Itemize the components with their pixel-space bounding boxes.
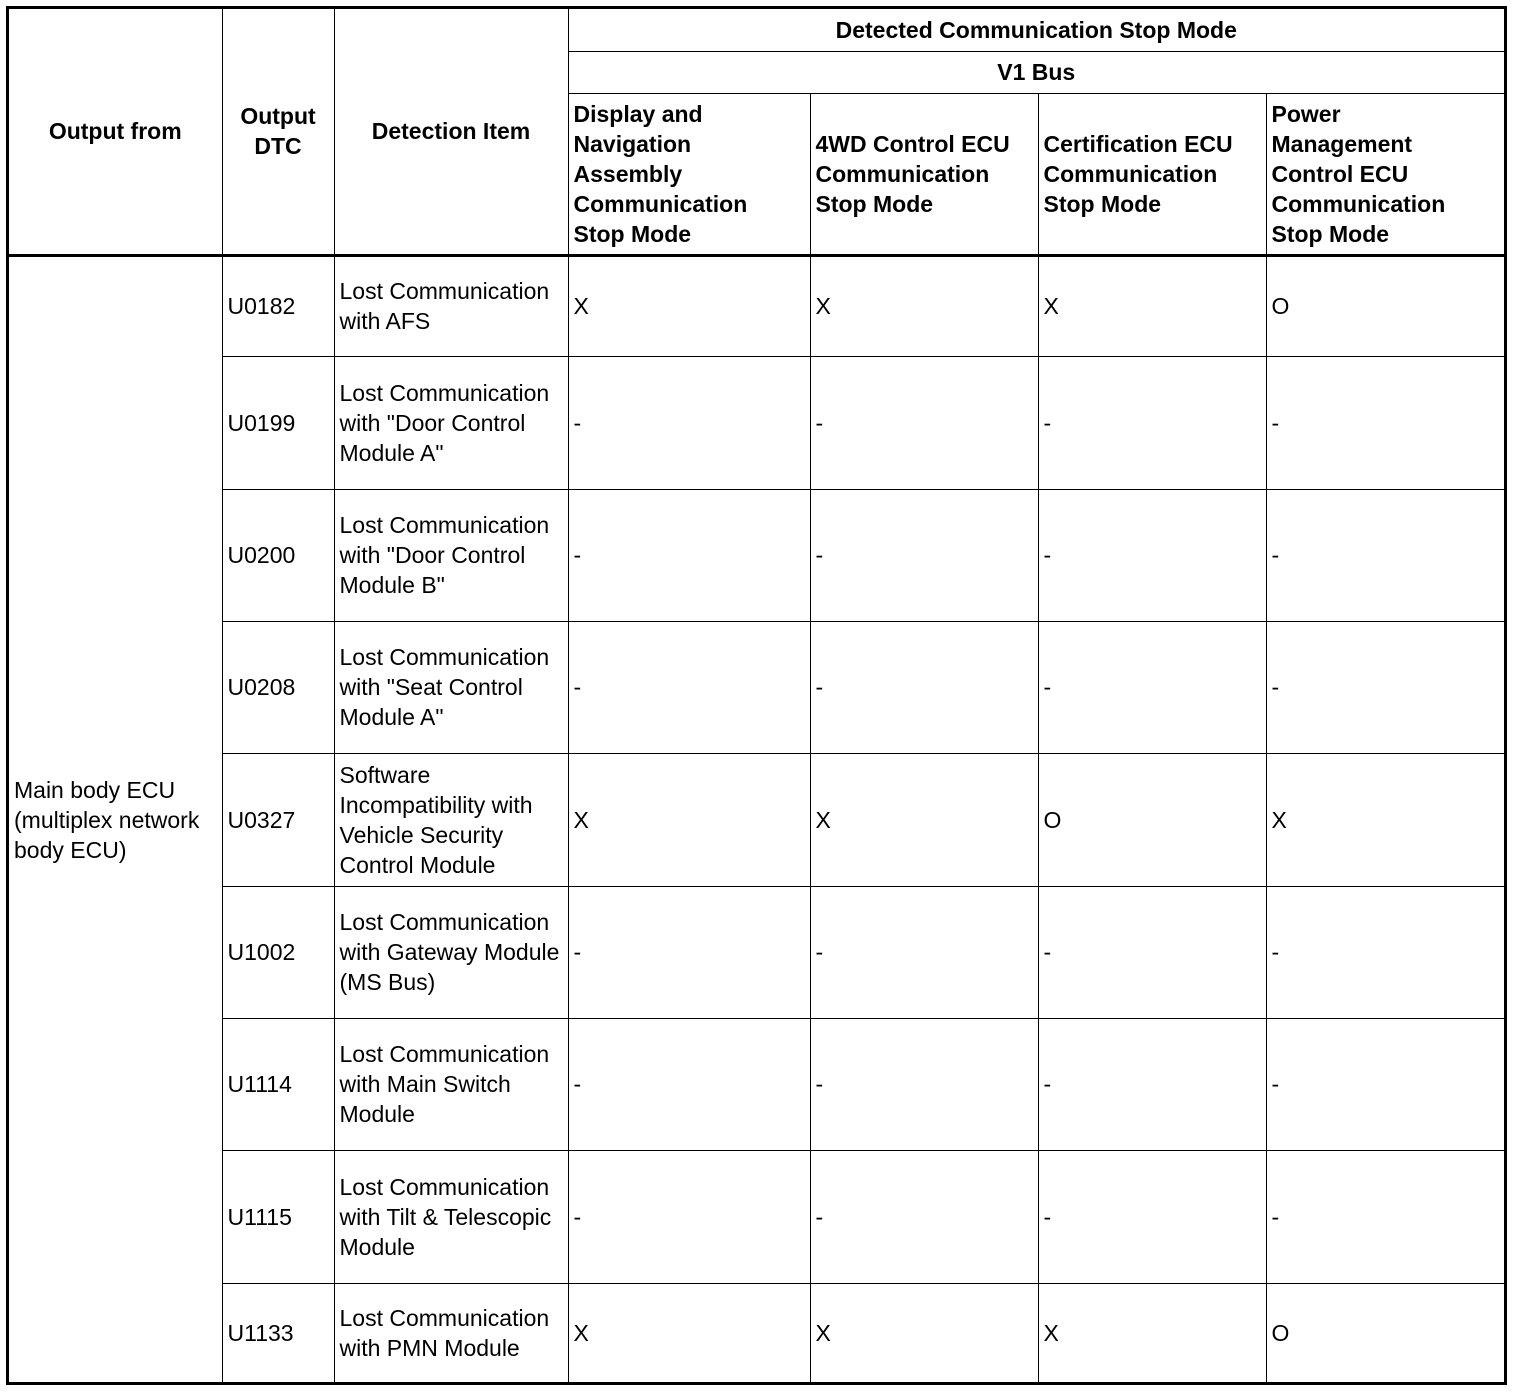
detection-item: Lost Communication with "Door Control Module A" bbox=[334, 356, 568, 489]
dtc-code: U0200 bbox=[222, 489, 334, 621]
mode-value: - bbox=[1266, 356, 1504, 489]
dtc-code: U0199 bbox=[222, 356, 334, 489]
header-detected-mode: Detected Communication Stop Mode bbox=[568, 9, 1504, 51]
table-row bbox=[9, 886, 1504, 1018]
mode-value: O bbox=[1266, 255, 1504, 356]
dtc-code: U0327 bbox=[222, 753, 334, 886]
table-row bbox=[9, 621, 1504, 753]
header-mode-certification bbox=[1038, 93, 1266, 255]
mode-value: - bbox=[810, 621, 1038, 753]
header-mode-4wd-text: 4WD Control ECU Communication Stop Mode bbox=[815, 130, 1010, 217]
detection-item: Lost Communication with "Door Control Module B" bbox=[334, 489, 568, 621]
mode-value: - bbox=[568, 356, 810, 489]
detection-item: Lost Communication with PMN Module bbox=[334, 1283, 568, 1383]
mode-value: O bbox=[1266, 1283, 1504, 1383]
table-row bbox=[9, 356, 1504, 489]
mode-value: - bbox=[568, 1150, 810, 1283]
mode-value: - bbox=[568, 1018, 810, 1150]
mode-value: X bbox=[1038, 1283, 1266, 1383]
mode-value: - bbox=[810, 1018, 1038, 1150]
header-mode-certification-text: Certification ECU Communication Stop Mode bbox=[1043, 130, 1233, 217]
dtc-communication-stop-mode-table bbox=[9, 9, 1504, 1383]
mode-value: - bbox=[1038, 886, 1266, 1018]
detection-item: Lost Communication with Main Switch Module bbox=[334, 1018, 568, 1150]
detection-item: Lost Communication with "Seat Control Module A" bbox=[334, 621, 568, 753]
mode-value: O bbox=[1038, 753, 1266, 886]
mode-value: - bbox=[568, 886, 810, 1018]
detection-item: Lost Communication with Gateway Module (MS Bus) bbox=[334, 886, 568, 1018]
mode-value: X bbox=[1266, 753, 1504, 886]
mode-value: - bbox=[1038, 489, 1266, 621]
mode-value: - bbox=[568, 621, 810, 753]
table-row bbox=[9, 489, 1504, 621]
mode-value: X bbox=[1038, 255, 1266, 356]
output-from-text: Main body ECU (multiplex network body ECU) bbox=[14, 776, 200, 863]
table-row bbox=[9, 1018, 1504, 1150]
mode-value: - bbox=[1266, 489, 1504, 621]
mode-value: X bbox=[810, 1283, 1038, 1383]
mode-value: X bbox=[810, 753, 1038, 886]
mode-value: - bbox=[1038, 1018, 1266, 1150]
mode-value: - bbox=[810, 489, 1038, 621]
output-from-cell bbox=[9, 255, 222, 1383]
header-mode-display-navigation-text: Display and Navigation Assembly Communication Stop Mode bbox=[573, 100, 748, 247]
detection-item: Software Incompatibility with Vehicle Security Control Module bbox=[334, 753, 568, 886]
mode-value: - bbox=[810, 1150, 1038, 1283]
mode-value: X bbox=[568, 1283, 810, 1383]
header-mode-power-management bbox=[1266, 93, 1504, 255]
header-bus: V1 Bus bbox=[568, 51, 1504, 93]
dtc-code: U0208 bbox=[222, 621, 334, 753]
mode-value: X bbox=[568, 255, 810, 356]
table-row bbox=[9, 1150, 1504, 1283]
mode-value: X bbox=[568, 753, 810, 886]
header-mode-display-navigation bbox=[568, 93, 810, 255]
dtc-code: U1002 bbox=[222, 886, 334, 1018]
mode-value: - bbox=[1266, 886, 1504, 1018]
detection-item: Lost Communication with Tilt & Telescopic Module bbox=[334, 1150, 568, 1283]
mode-value: - bbox=[1266, 1150, 1504, 1283]
dtc-code: U1133 bbox=[222, 1283, 334, 1383]
mode-value: - bbox=[568, 489, 810, 621]
table-row bbox=[9, 255, 1504, 356]
dtc-code: U0182 bbox=[222, 255, 334, 356]
header-detection-item: Detection Item bbox=[334, 9, 568, 255]
table-row bbox=[9, 753, 1504, 886]
mode-value: - bbox=[1038, 356, 1266, 489]
mode-value: - bbox=[1038, 621, 1266, 753]
mode-value: - bbox=[810, 886, 1038, 1018]
header-mode-power-management-text: Power Management Control ECU Communication Stop Mode bbox=[1271, 100, 1446, 247]
detection-item: Lost Communication with AFS bbox=[334, 255, 568, 356]
mode-value: - bbox=[810, 356, 1038, 489]
dtc-code: U1115 bbox=[222, 1150, 334, 1283]
mode-value: - bbox=[1266, 621, 1504, 753]
table-row bbox=[9, 1283, 1504, 1383]
header-mode-4wd bbox=[810, 93, 1038, 255]
mode-value: X bbox=[810, 255, 1038, 356]
dtc-code: U1114 bbox=[222, 1018, 334, 1150]
mode-value: - bbox=[1266, 1018, 1504, 1150]
header-output-dtc: Output DTC bbox=[222, 9, 334, 255]
mode-value: - bbox=[1038, 1150, 1266, 1283]
header-output-from: Output from bbox=[9, 9, 222, 255]
dtc-table-frame bbox=[6, 6, 1507, 1385]
